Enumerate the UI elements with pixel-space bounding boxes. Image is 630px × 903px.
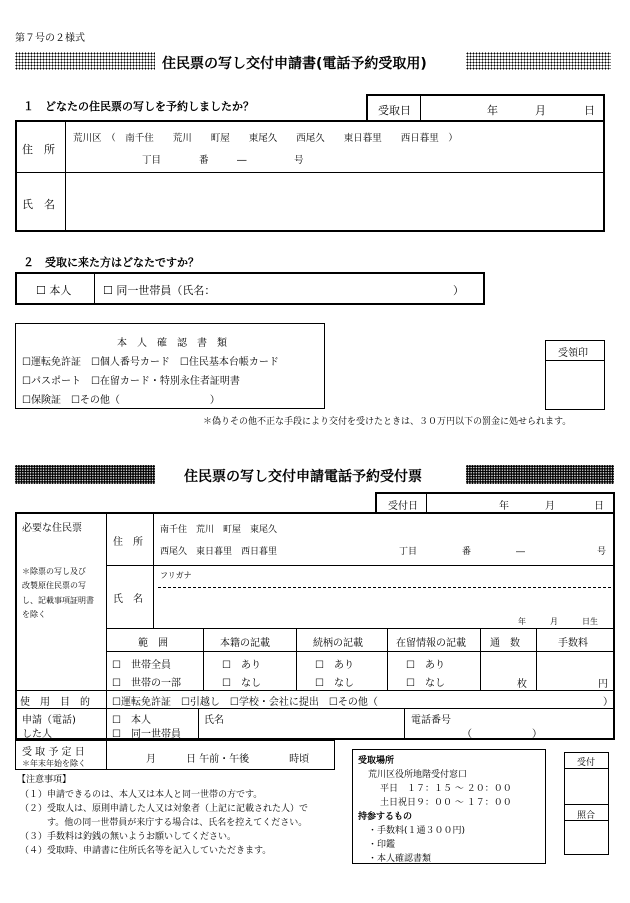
check-box-label: 照合 [577,811,596,821]
pickup-place: 荒川区役所地階受付窓口 [368,770,468,780]
name-field[interactable] [67,174,603,230]
address-districts[interactable]: 荒川区 （ 南千住 荒川 町屋 東尾久 西尾久 東日暮里 西日暮里 ） [73,133,458,144]
relationship-no[interactable]: ☐ なし [315,678,354,689]
scheduled-date-field[interactable]: 月 日 午前・午後 時頃 [146,754,310,765]
applicant-name-label: 氏名 [204,715,224,726]
note-item-2: （２）受取人は、原則申請した人又は対象者（上記に記載された人）で [20,804,309,814]
rec-address-label: 住 所 [113,537,143,548]
pickup-title: 受取場所 [358,756,395,766]
rec-name-field[interactable] [158,589,611,615]
penalty-warning: ＊偽りその他不正な手段により交付を受けたときは、３０万円以下の罰金に処せられます。 [203,417,572,427]
rec-address-line1[interactable]: 南千住 荒川 町屋 東尾久 [160,525,278,535]
birth-date-label: 年 月 日生 [518,617,598,626]
applicant-label-2: した人 [22,729,52,740]
applicant-self-checkbox[interactable]: ☐ 本人 [112,715,151,726]
note-item-1: （１）申請できるのは、本人又は本人と同一世帯の方です。 [20,790,263,800]
dense-band-left [15,465,155,484]
scheduled-date-label: 受 取 予 定 日 [22,747,85,758]
purpose-close: ） [603,697,613,708]
accept-day: 日 [594,501,604,512]
relationship-yes[interactable]: ☐ あり [315,660,354,671]
form-number: 第７号の２様式 [15,33,85,44]
receive-date-label: 受取日 [378,104,411,117]
accept-year: 年 [499,501,509,512]
phone-label: 電話番号 [411,715,451,726]
rec-name-label: 氏 名 [113,594,143,605]
id-documents-row1[interactable]: ☐運転免許証 ☐個人番号カード ☐住民基本台帳カード [22,357,279,368]
copies-unit: 枚 [517,679,527,690]
accept-date-label: 受付日 [388,501,418,512]
applicant-household-checkbox[interactable]: ☐ 同一世帯員 [112,729,181,740]
bring-title: 持参するもの [358,812,413,822]
household-close: ） [453,284,464,297]
notes-title: 【注意事項】 [17,775,72,785]
pickup-weekday-hours: 平日 １７：１５ ～ ２０：００ [380,784,512,794]
needed-note-3: し、記載事項証明書 [22,596,94,605]
phone-field[interactable]: （ ） [462,729,542,740]
purpose-label: 使 用 目 的 [20,697,90,708]
fee-unit: 円 [598,679,608,690]
pickup-weekend-hours: 土日祝日９：００ ～ １７：００ [380,798,512,808]
col-relationship: 続柄の記載 [313,638,363,649]
note-item-4: （３）手数料は釣銭の無いようお願いしてください。 [20,832,237,842]
receive-day: 日 [584,104,595,117]
dense-band-right [466,465,614,484]
needed-note-1: ＊除票の写し及び [22,567,86,576]
bring-item-id: ・本人確認書類 [368,854,432,864]
id-documents-title: 本 人 確 認 書 類 [117,338,227,349]
accept-month: 月 [545,501,555,512]
purpose-options[interactable]: ☐運転免許証 ☐引越し ☐学校・会社に提出 ☐その他（ [112,697,378,708]
col-fee: 手数料 [558,638,588,649]
needed-resident-label: 必要な住民票 [22,523,82,534]
note-item-3: す。他の同一世帯員が来庁する場合は、氏名を控えてください。 [20,818,308,828]
section2-box [15,272,485,305]
honseki-yes[interactable]: ☐ あり [222,660,261,671]
residence-no[interactable]: ☐ なし [406,678,445,689]
residence-yes[interactable]: ☐ あり [406,660,445,671]
reception-form-title: 住民票の写し交付申請電話予約受付票 [184,469,422,485]
name-label: 氏 名 [22,198,55,211]
rec-address-line2[interactable]: 西尾久 東日暮里 西日暮里 [160,547,278,557]
scheduled-date-note: ＊年末年始を除く [22,759,86,768]
bring-item-fee: ・手数料(１通３００円) [368,826,466,836]
applicant-label-1: 申請（電話) [22,715,76,726]
col-residence-info: 在留情報の記載 [396,638,466,649]
receive-year: 年 [487,104,498,117]
section2-heading: ２ 受取に来た方はどなたですか？ [23,256,199,269]
col-range: 範 囲 [138,638,168,649]
dot-band-left [15,52,155,70]
id-documents-row2[interactable]: ☐パスポート ☐在留カード・特別永住者証明書 [22,376,240,387]
honseki-no[interactable]: ☐ なし [222,678,261,689]
address-chome-line[interactable]: 丁目 番 ― 号 [142,155,304,166]
checkbox-household[interactable]: ☐ 同一世帯員（氏名： [103,284,216,297]
needed-note-2: 改製原住民票の写 [22,581,86,590]
receive-month: 月 [535,104,546,117]
rec-address-chome[interactable]: 丁目 番 ― 号 [399,547,607,557]
address-label: 住 所 [22,143,55,156]
col-copies: 通 数 [490,638,520,649]
dot-band-right [466,52,611,70]
receipt-stamp-label: 受領印 [558,348,588,359]
checkbox-self[interactable]: ☐ 本人 [36,284,72,297]
furigana-label: フリガナ [160,571,192,580]
needed-note-4: を除く [22,610,46,619]
range-part-checkbox[interactable]: ☐ 世帯の一部 [112,678,181,689]
accept-box-label: 受付 [577,758,596,768]
range-all-checkbox[interactable]: ☐ 世帯全員 [112,660,171,671]
bring-item-seal: ・印鑑 [368,840,396,850]
note-item-5: （４）受取時、申請書に住所氏名等を記入していただきます。 [20,846,272,856]
id-documents-row3[interactable]: ☐保険証 ☐その他（ ） [22,395,220,406]
form-title: 住民票の写し交付申請書(電話予約受取用) [162,56,427,72]
col-honseki: 本籍の記載 [220,638,270,649]
section1-heading: １ どなたの住民票の写しを予約しましたか？ [23,100,254,113]
